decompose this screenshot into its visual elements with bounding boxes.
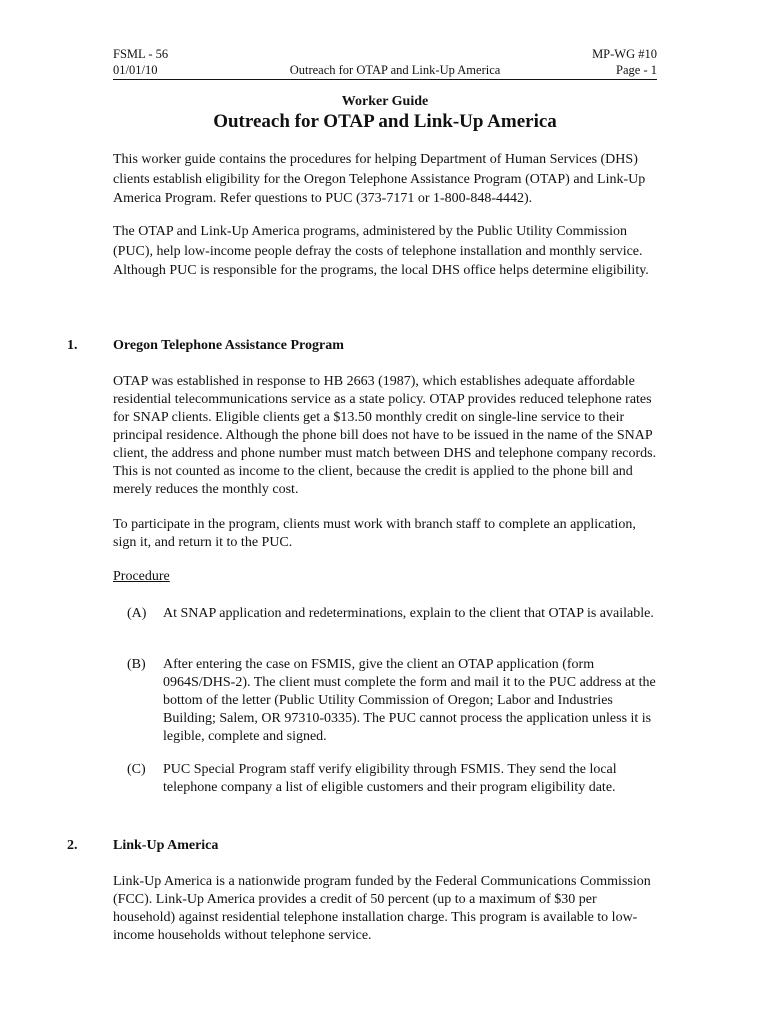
procedure-item-letter: (C) [127,762,146,777]
document-title: Outreach for OTAP and Link-Up America [213,111,557,132]
section-2-number: 2. [67,838,78,853]
procedure-item-letter: (A) [127,606,147,621]
intro-paragraph-2: The OTAP and Link-Up America programs, administered by the Public Utility Commission (PUC), help low-income people defray the costs of telephone installation and monthly service. Although PUC is responsible for the programs, the local DHS office helps determine eligibility. [113,224,649,279]
section-1-paragraph-2: To participate in the program, clients must work with branch staff to complete an application, sign it, and return it to the PUC. [113,517,636,550]
procedure-label: Procedure [113,569,170,584]
procedure-item-letter: (B) [127,657,146,672]
doc-id: FSML - 56 [113,47,169,61]
doc-ref: MP-WG #10 [592,47,657,61]
page-header [113,46,657,80]
procedure-item-a [127,605,661,641]
intro-paragraph-1: This worker guide contains the procedures for helping Department of Human Services (DHS) clients establish eligibility for the Oregon Telephone Assistance Program (OTAP) and Link-Up America Program. Refer questions to PUC (373-7171 or 1-800-848-4442). [113,152,646,207]
procedure-item-b [127,656,661,746]
procedure-item-text: At SNAP application and redeterminations, explain to the client that OTAP is available. [163,606,654,621]
doc-date: 01/01/10 [113,63,158,77]
header-rule [113,79,657,80]
header-center-title: Outreach for OTAP and Link-Up America [289,63,501,77]
section-1-paragraph-1: OTAP was established in response to HB 2663 (1987), which establishes adequate affordable residential telecommunications service as a state policy. OTAP provides reduced telephone rates for SNAP clients. Eligible clients get a $13.50 monthly credit on single-line service to their principal residence. Although the phone bill does not have to be issued in the name of the SNAP client, the address and phone number must match between DHS and telephone company records. This is not counted as income to the client, because the credit is applied to the phone bill and merely reduces the monthly cost. [113,374,657,497]
section-2-paragraph-1: Link-Up America is a nationwide program funded by the Federal Communications Commission (FCC). Link-Up America provides a credit of 50 percent (up to a maximum of $30 per household) against residential telephone installation charge. This program is available to low-income households without telephone service. [113,874,651,943]
section-1-title: Oregon Telephone Assistance Program [113,338,344,353]
procedure-item-text: After entering the case on FSMIS, give the client an OTAP application (form 0964S/DHS-2). The client must complete the form and mail it to the PUC address at the bottom of the letter (Public Utility Commission of Oregon; Labor and Industries Building; Salem, OR 97310-0335). The PUC cannot process the application unless it is legible, complete and signed. [163,657,656,744]
procedure-item-c [127,761,661,797]
page-number: Page - 1 [616,63,657,77]
section-2-title: Link-Up America [113,838,219,853]
procedure-item-text: PUC Special Program staff verify eligibility through FSMIS. They send the local telephone company a list of eligible customers and their program eligibility date. [163,762,617,795]
document-subtitle: Worker Guide [341,94,429,109]
section-1-number: 1. [67,338,78,353]
header-right [592,46,657,78]
